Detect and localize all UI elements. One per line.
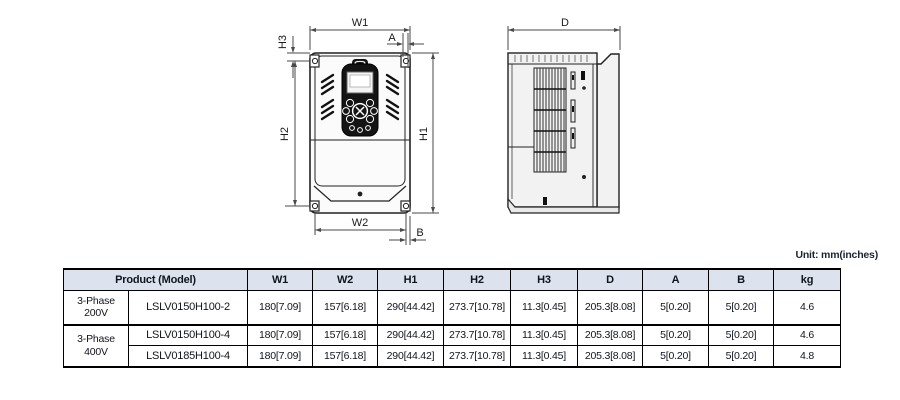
phase-cell-200v [64, 291, 129, 325]
cell-model: LSLV0150H100-4 [129, 325, 248, 346]
cell-d: 205.3[8.08] [578, 346, 643, 367]
dim-label-d: D [561, 17, 569, 29]
cell-w2: 157[6.18] [313, 291, 378, 325]
col-header-b: B [709, 269, 774, 291]
dim-label-h2: H2 [279, 126, 291, 142]
bottom-center-screw [358, 192, 363, 197]
dim-d-lines [508, 26, 620, 50]
cell-d: 205.3[8.08] [578, 291, 643, 325]
cell-w1: 180[7.09] [248, 346, 313, 367]
dimensions-table [63, 268, 841, 368]
cell-a: 5[0.20] [643, 291, 709, 325]
cell-a: 5[0.20] [643, 325, 709, 346]
cell-w1: 180[7.09] [248, 325, 313, 346]
mounting-hole-bottom-right [403, 203, 408, 208]
col-header-h1: H1 [378, 269, 444, 291]
table-row-200v [64, 291, 841, 325]
side-screw-top [582, 86, 586, 90]
table-row-400v-1 [64, 325, 841, 346]
col-header-w2: W2 [313, 269, 378, 291]
cell-w2: 157[6.18] [313, 346, 378, 367]
cell-h2: 273.7[10.78] [444, 346, 511, 367]
phase-cell-400v [64, 325, 129, 367]
col-header-kg: kg [774, 269, 841, 291]
dim-label-h1: H1 [418, 126, 430, 142]
col-header-h2: H2 [444, 269, 511, 291]
phase-line1: 3-Phase [77, 332, 115, 345]
mounting-hole-bottom-left [312, 203, 317, 208]
col-header-w1: W1 [248, 269, 313, 291]
cell-h1: 290[44.42] [378, 291, 444, 325]
cell-kg: 4.6 [774, 325, 841, 346]
dim-label-w1: W1 [351, 17, 369, 29]
cell-h3: 11.3[0.45] [511, 346, 578, 367]
phase-line2: 200V [84, 307, 108, 320]
dim-h3-lines [287, 36, 310, 78]
keypad [342, 59, 378, 136]
cell-model: LSLV0150H100-2 [129, 291, 248, 325]
cell-b: 5[0.20] [709, 291, 774, 325]
front-view-drawing [265, 0, 475, 250]
cell-h2: 273.7[10.78] [444, 325, 511, 346]
col-header-h3: H3 [511, 269, 578, 291]
cell-h1: 290[44.42] [378, 346, 444, 367]
col-header-d: D [578, 269, 643, 291]
cell-b: 5[0.20] [709, 325, 774, 346]
col-header-a: A [643, 269, 709, 291]
cell-h2: 273.7[10.78] [444, 291, 511, 325]
col-header-product: Product (Model) [64, 269, 248, 291]
table-header-row [64, 269, 841, 291]
dim-label-w2: W2 [351, 217, 369, 229]
cell-kg: 4.8 [774, 346, 841, 367]
side-view-drawing [485, 0, 645, 250]
cell-d: 205.3[8.08] [578, 325, 643, 346]
cell-kg: 4.6 [774, 291, 841, 325]
phase-line2: 400V [84, 345, 108, 358]
mounting-hole-top-left [312, 58, 317, 63]
unit-note: Unit: mm(inches) [795, 249, 878, 261]
dim-label-a: A [388, 32, 396, 44]
cell-b: 5[0.20] [709, 346, 774, 367]
dim-label-b: B [416, 227, 424, 239]
side-screw-bottom [582, 175, 586, 179]
table-row-400v-2 [64, 346, 841, 367]
cell-w2: 157[6.18] [313, 325, 378, 346]
cell-h3: 11.3[0.45] [511, 325, 578, 346]
cell-h1: 290[44.42] [378, 325, 444, 346]
cell-w1: 180[7.09] [248, 291, 313, 325]
dim-label-h3: H3 [277, 34, 289, 50]
cell-a: 5[0.20] [643, 346, 709, 367]
phase-line1: 3-Phase [77, 294, 115, 307]
cell-h3: 11.3[0.45] [511, 291, 578, 325]
cell-model: LSLV0185H100-4 [129, 346, 248, 367]
